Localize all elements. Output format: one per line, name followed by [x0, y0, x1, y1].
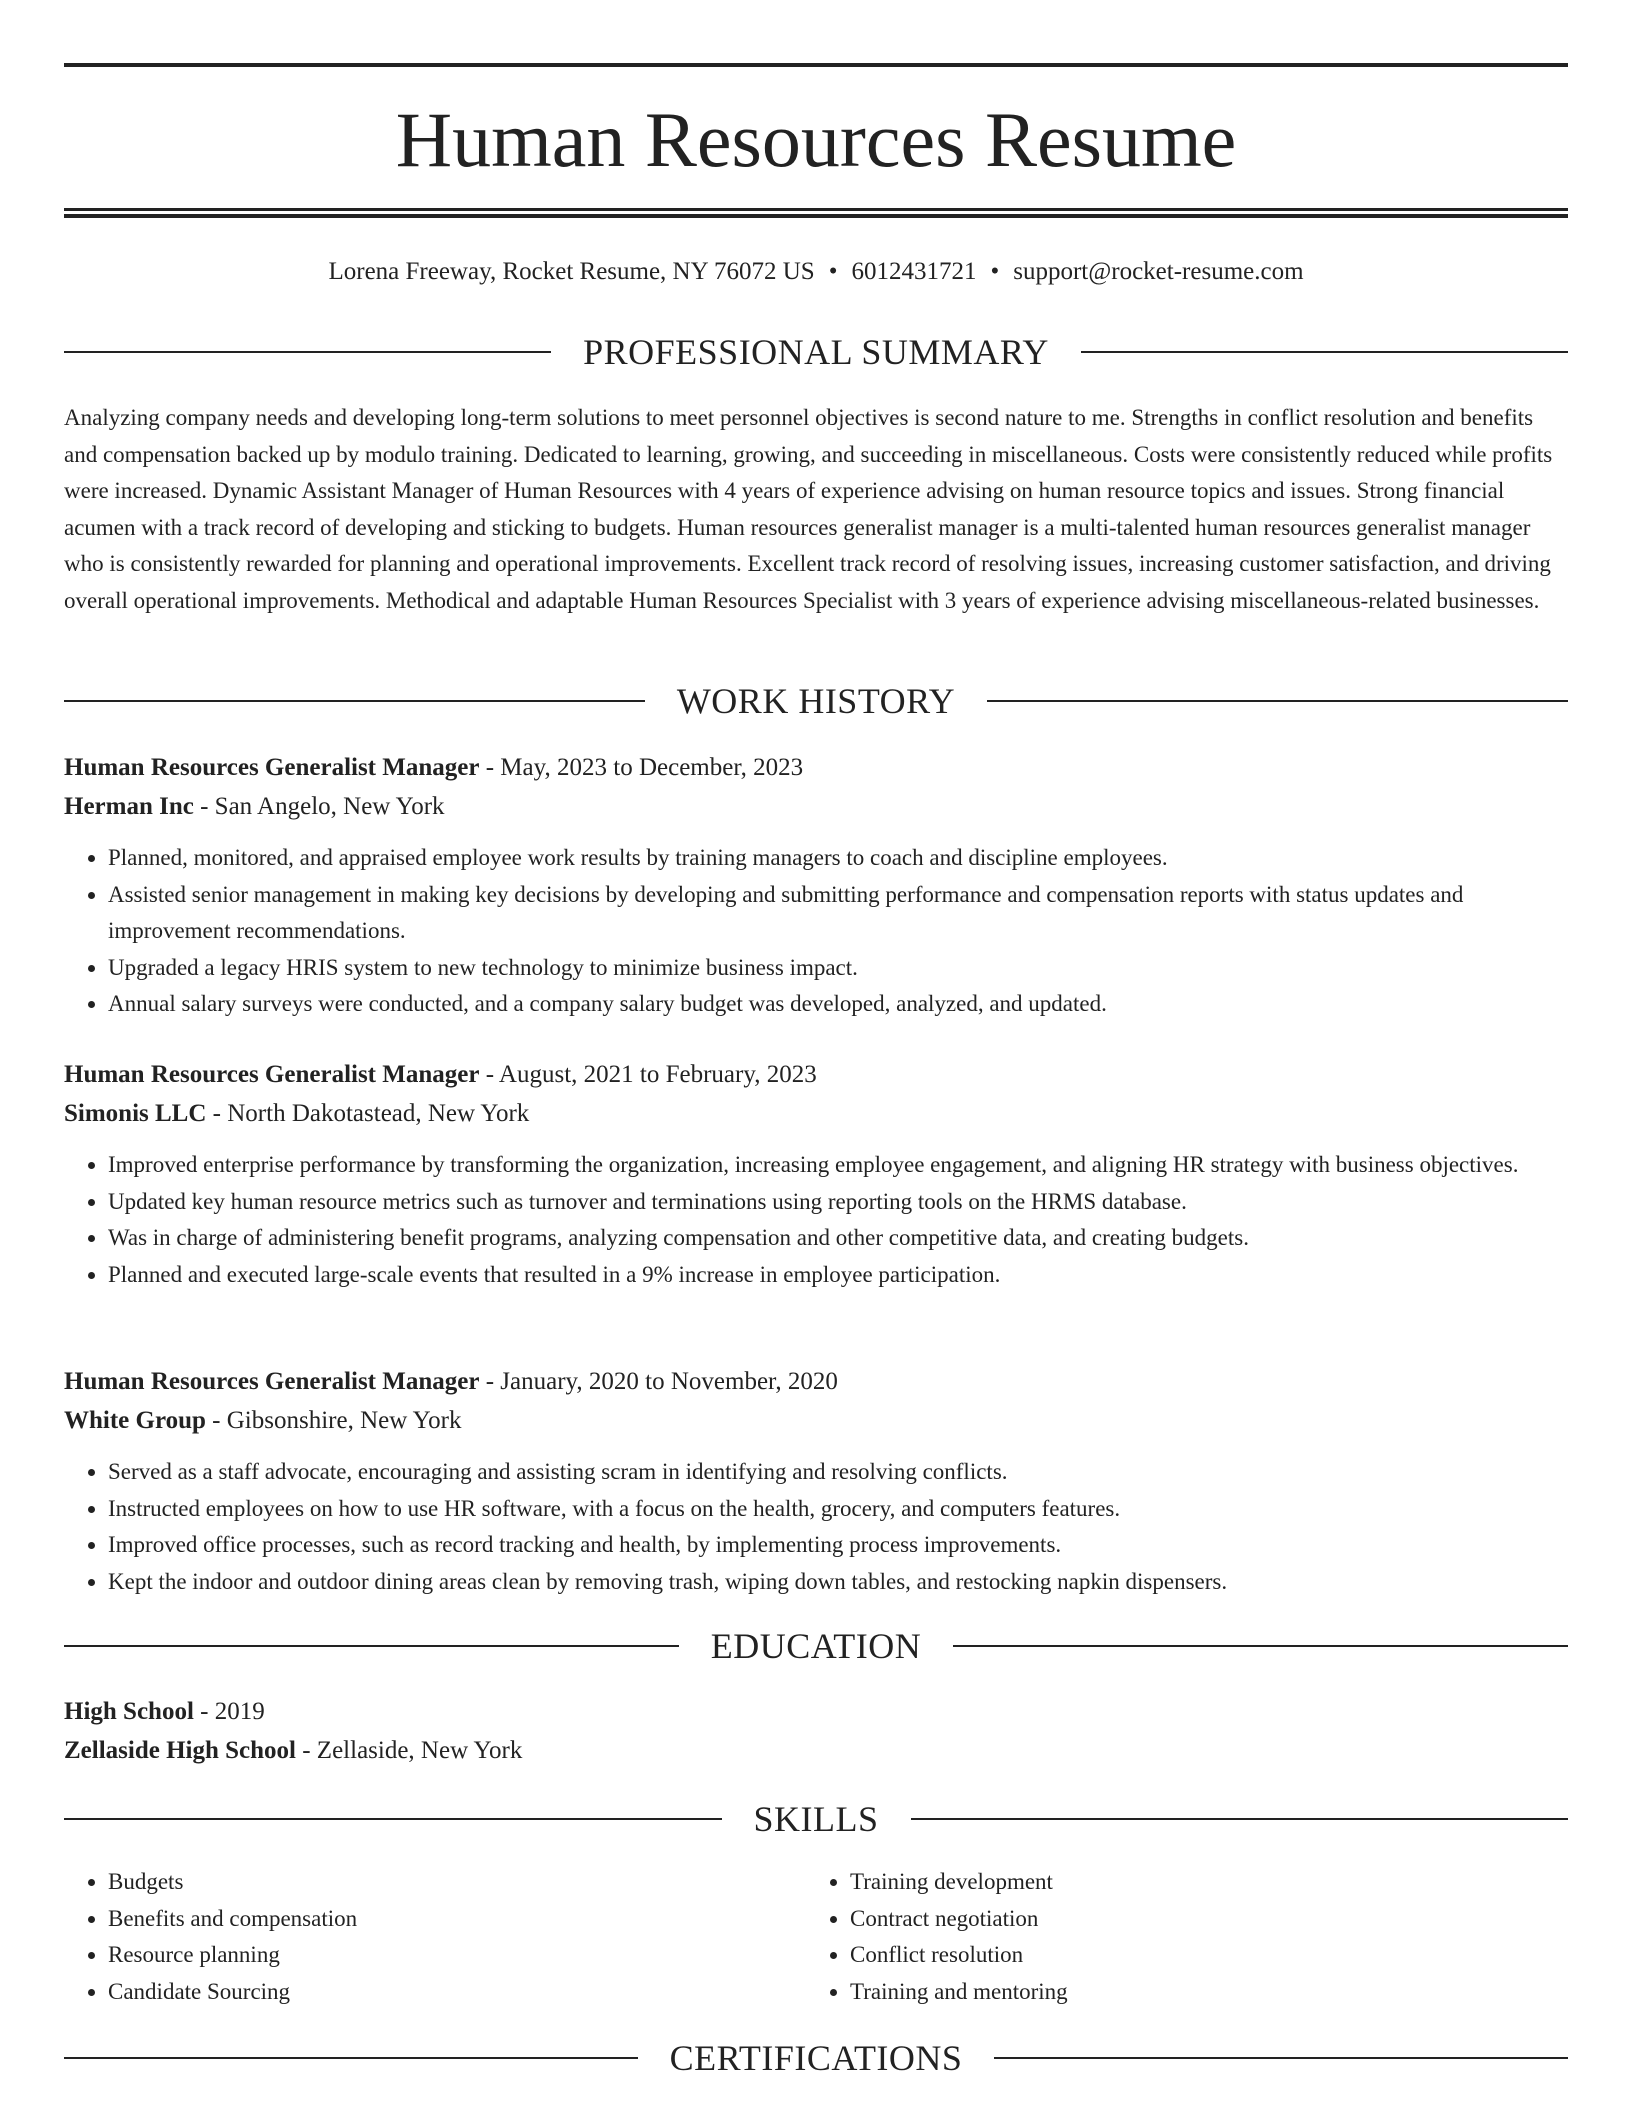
job-entry: [64, 748, 1568, 1023]
title-double-rule: [64, 208, 1568, 218]
job-location: - San Angelo, New York: [193, 793, 445, 820]
contact-phone: 6012431721: [851, 258, 977, 285]
skill-item: • Training development: [850, 1864, 1548, 1901]
job-entry: [64, 1055, 1568, 1293]
skill-item: • Conflict resolution: [850, 1937, 1548, 1974]
skills-heading: [64, 1797, 1568, 1841]
job-bullet: • Served as a staff advocate, encouraging and assisting scram in identifying and resolving conflicts.: [108, 1454, 1568, 1491]
job-location: - North Dakotastead, New York: [206, 1100, 530, 1127]
skill-item: • Budgets: [108, 1864, 806, 1901]
heading-rule: [64, 351, 551, 353]
skills-column-left: [64, 1864, 806, 2010]
skill-item: • Benefits and compensation: [108, 1901, 806, 1938]
heading-rule: [64, 2057, 638, 2059]
contact-separator: •: [990, 258, 1000, 285]
education-degree-line: [64, 1692, 1568, 1731]
job-title: Human Resources Generalist Manager: [64, 1368, 480, 1395]
skill-item: • Resource planning: [108, 1937, 806, 1974]
education-location: - Zellaside, New York: [295, 1737, 523, 1764]
heading-rule: [911, 1818, 1569, 1820]
job-company: Herman Inc: [64, 793, 194, 820]
job-bullet: • Assisted senior management in making key decisions by developing and submitting performance and compensation reports with status updates and improvement recommendations.: [108, 877, 1568, 950]
heading-rule: [64, 1645, 679, 1647]
job-bullets: [64, 1454, 1568, 1600]
heading-rule: [987, 700, 1568, 702]
job-company-line: [64, 1094, 1568, 1133]
heading-rule: [994, 2057, 1568, 2059]
contact-separator: •: [828, 258, 838, 285]
job-bullet: • Was in charge of administering benefit programs, analyzing compensation and other competitive data, and creating budgets.: [108, 1220, 1568, 1257]
education-school-line: [64, 1731, 1568, 1770]
job-entry: [64, 1362, 1568, 1600]
heading-rule: [953, 1645, 1568, 1647]
skill-item: • Training and mentoring: [850, 1974, 1548, 2011]
work-history-heading-label: WORK HISTORY: [676, 681, 956, 721]
skill-item: • Candidate Sourcing: [108, 1974, 806, 2011]
education-heading-label: EDUCATION: [710, 1626, 922, 1666]
job-bullet: • Planned, monitored, and appraised employee work results by training managers to coach and discipline employees.: [108, 840, 1568, 877]
job-bullet: • Annual salary surveys were conducted, and a company salary budget was developed, analyzed, and updated.: [108, 986, 1568, 1023]
education-entry: [64, 1692, 1568, 1770]
job-bullets: [64, 1147, 1568, 1293]
job-dates: - May, 2023 to December, 2023: [479, 754, 804, 781]
job-company: White Group: [64, 1407, 206, 1434]
skill-item: • Contract negotiation: [850, 1901, 1548, 1938]
job-company-line: [64, 1401, 1568, 1440]
job-title: Human Resources Generalist Manager: [64, 1061, 480, 1088]
job-title-line: [64, 1362, 1568, 1401]
summary-text: Analyzing company needs and developing long-term solutions to meet personnel objectives is second nature to me. Strengths in conflict resolution and benefits and compensation backed up by modulo training. Dedicated to learning, growing, and succeeding in miscellaneous. Costs were consistently reduced while profits were increased. Dynamic Assistant Manager of Human Resources with 4 years of experience advising on human resource topics and issues. Strong financial acumen with a track record of developing and sticking to budgets. Human resources generalist manager is a multi-talented human resources generalist manager who is consistently rewarded for planning and operational improvements. Excellent track record of resolving issues, increasing customer satisfaction, and driving overall operational improvements. Methodical and adaptable Human Resources Specialist with 3 years of experience advising miscellaneous-related businesses.: [64, 405, 1553, 613]
top-rule: [64, 63, 1568, 67]
job-title: Human Resources Generalist Manager: [64, 754, 480, 781]
heading-rule: [64, 700, 645, 702]
job-bullet: • Kept the indoor and outdoor dining areas clean by removing trash, wiping down tables, and restocking napkin dispensers.: [108, 1564, 1568, 1601]
certifications-heading: [64, 2036, 1568, 2080]
heading-rule: [1081, 351, 1568, 353]
job-dates: - August, 2021 to February, 2023: [479, 1061, 817, 1088]
education-degree: High School: [64, 1698, 194, 1725]
certifications-heading-label: CERTIFICATIONS: [669, 2038, 963, 2078]
work-history-heading: [64, 679, 1568, 723]
job-company-line: [64, 787, 1568, 826]
job-bullets: [64, 840, 1568, 1023]
job-bullet: • Improved office processes, such as record tracking and health, by implementing process improvements.: [108, 1527, 1568, 1564]
job-title-line: [64, 1055, 1568, 1094]
contact-email: support@rocket-resume.com: [1013, 258, 1304, 285]
education-year: - 2019: [193, 1698, 265, 1725]
job-bullet: • Planned and executed large-scale events that resulted in a 9% increase in employee participation.: [108, 1257, 1568, 1294]
contact-address: Lorena Freeway, Rocket Resume, NY 76072 US: [328, 258, 815, 285]
resume-title: Human Resources Resume: [395, 96, 1237, 183]
summary-heading: [64, 330, 1568, 374]
job-bullet: • Instructed employees on how to use HR software, with a focus on the health, grocery, and computers features.: [108, 1491, 1568, 1528]
heading-rule: [64, 1818, 722, 1820]
skills-heading-label: SKILLS: [753, 1799, 879, 1839]
skills-list: [64, 1864, 1568, 2010]
job-location: - Gibsonshire, New York: [205, 1407, 462, 1434]
education-school: Zellaside High School: [64, 1737, 296, 1764]
job-company: Simonis LLC: [64, 1100, 207, 1127]
summary-heading-label: PROFESSIONAL SUMMARY: [583, 332, 1049, 372]
job-dates: - January, 2020 to November, 2020: [479, 1368, 838, 1395]
job-bullet: • Updated key human resource metrics such as turnover and terminations using reporting tools on the HRMS database.: [108, 1184, 1568, 1221]
contact-line: [64, 254, 1568, 290]
job-bullet: • Upgraded a legacy HRIS system to new technology to minimize business impact.: [108, 950, 1568, 987]
job-title-line: [64, 748, 1568, 787]
job-bullet: • Improved enterprise performance by transforming the organization, increasing employee engagement, and aligning HR strategy with business objectives.: [108, 1147, 1568, 1184]
skills-column-right: [806, 1864, 1548, 2010]
education-heading: [64, 1624, 1568, 1668]
